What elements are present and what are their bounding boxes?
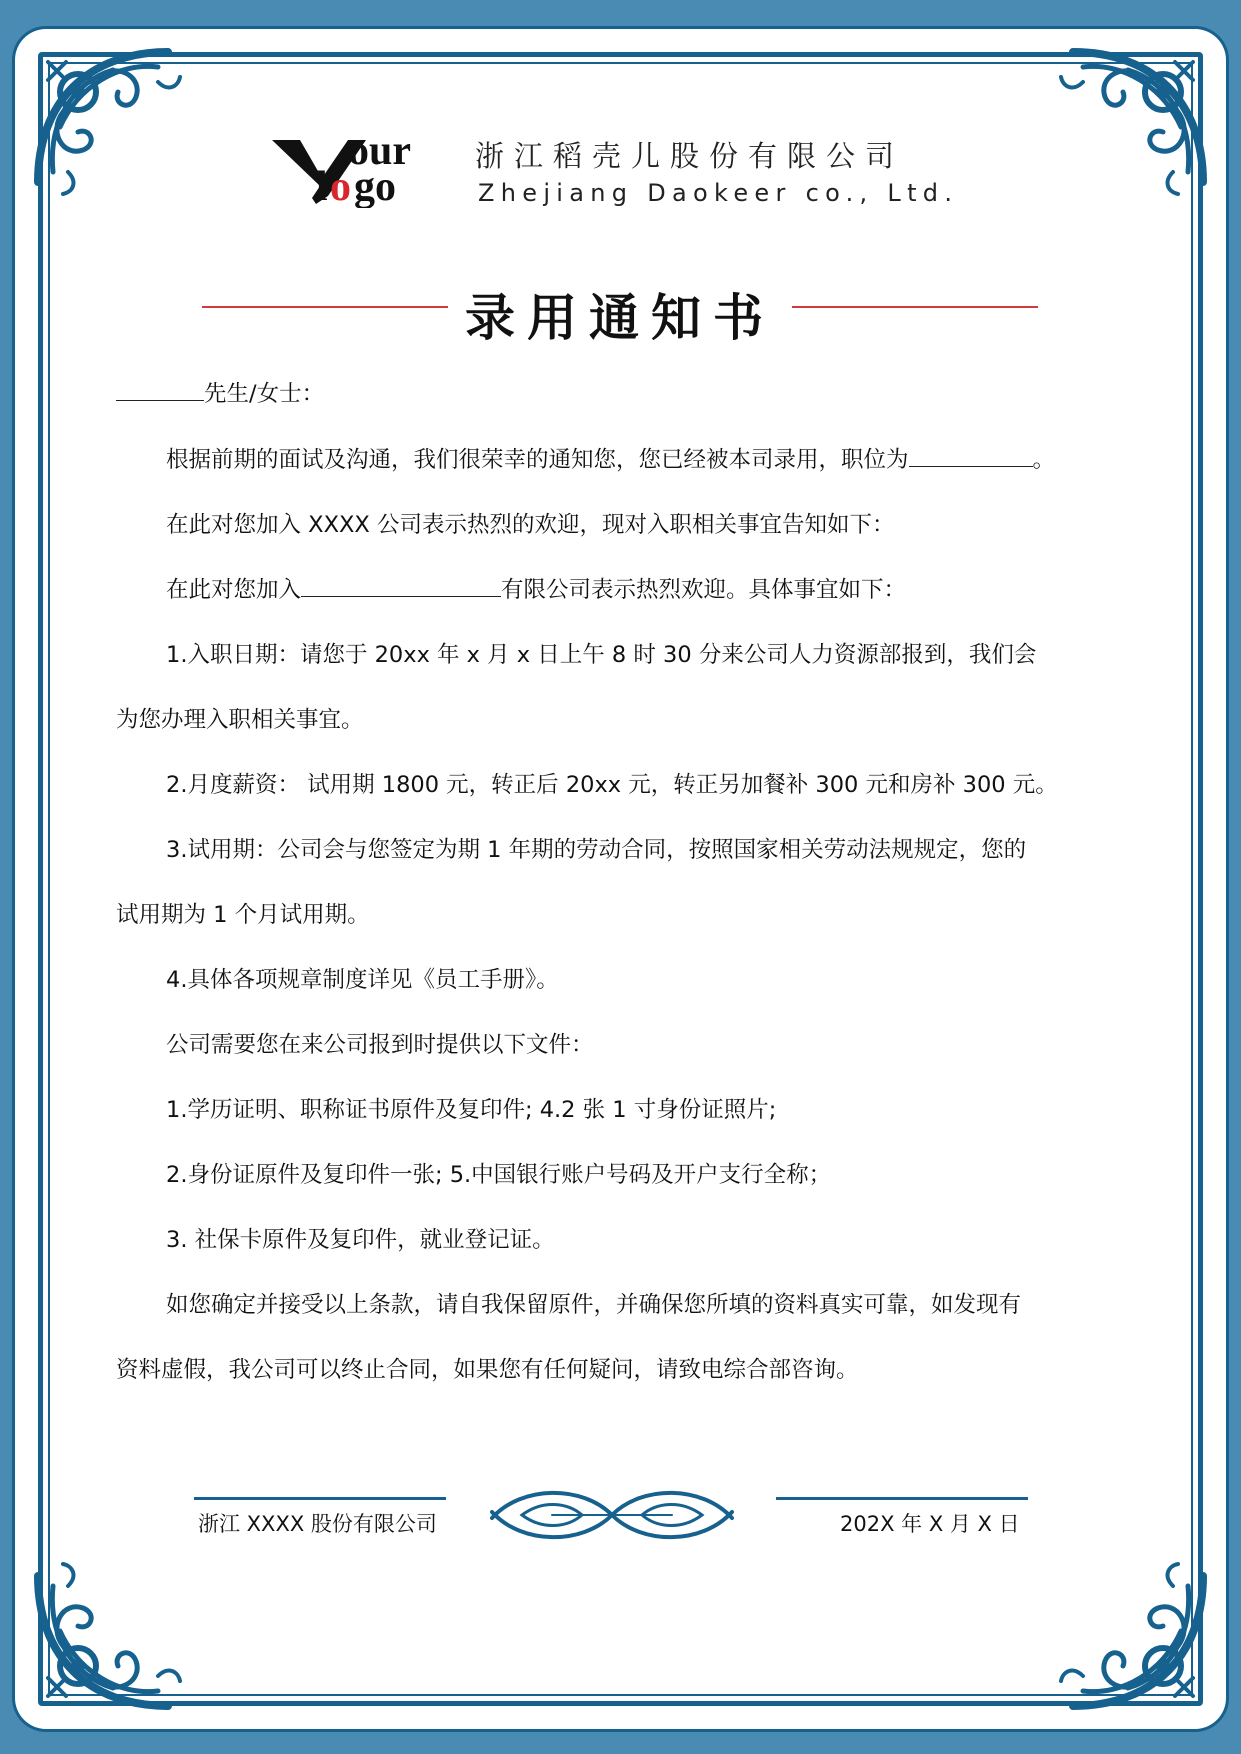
- svg-text:our: our: [348, 128, 411, 174]
- corner-ornament-top-right: [1053, 32, 1223, 202]
- item-3-line-2: 试用期为 1 个月试用期。: [116, 902, 370, 928]
- svg-text:l: l: [316, 164, 328, 208]
- company-name-chinese: 浙江稻壳儿股份有限公司: [475, 139, 905, 173]
- item-1-line-2: 为您办理入职相关事宜。: [116, 707, 364, 733]
- closing-line-2: 资料虚假，我公司可以终止合同，如果您有任何疑问，请致电综合部咨询。: [116, 1357, 859, 1383]
- company-name-english: Zhejiang Daokeer co., Ltd.: [478, 179, 959, 207]
- paragraph-1: [166, 444, 1055, 476]
- document-item-1: 1.学历证明、职称证书原件及复印件; 4.2 张 1 寸身份证照片;: [166, 1097, 777, 1123]
- document-item-3: 3. 社保卡原件及复印件，就业登记证。: [166, 1227, 555, 1253]
- paragraph-1-end: 。: [1032, 447, 1056, 473]
- corner-ornament-top-left: [18, 32, 188, 202]
- name-blank[interactable]: [116, 378, 204, 401]
- position-blank[interactable]: [909, 444, 1033, 467]
- salutation: 先生/女士：: [204, 381, 325, 407]
- document-title: 录用通知书: [465, 289, 775, 347]
- paragraph-2: 在此对您加入 XXXX 公司表示热烈的欢迎，现对入职相关事宜告知如下：: [166, 512, 895, 538]
- title-rule-left: [202, 306, 448, 308]
- svg-text:go: go: [354, 164, 396, 208]
- item-3-line-1: 3.试用期：公司会与您签定为期 1 年期的劳动合同，按照国家相关劳动法规规定，您的: [166, 837, 1027, 863]
- footer-flourish-ornament: [482, 1480, 742, 1550]
- company-logo: [262, 108, 432, 208]
- company-blank[interactable]: [301, 574, 501, 597]
- item-4: 4.具体各项规章制度详见《员工手册》。: [166, 967, 559, 993]
- paragraph-3-text-a: 在此对您加入: [166, 577, 302, 603]
- documents-intro: 公司需要您在来公司报到时提供以下文件：: [166, 1032, 594, 1058]
- corner-ornament-bottom-right: [1053, 1556, 1223, 1726]
- item-2: 2.月度薪资： 试用期 1800 元，转正后 20xx 元，转正另加餐补 300 元和房补 300 元。: [166, 772, 1058, 798]
- svg-text:o: o: [330, 164, 351, 208]
- signature-date: 202X 年 X 月 X 日: [840, 1512, 1020, 1536]
- signature-rule-right: [776, 1497, 1028, 1500]
- paragraph-1-text: 根据前期的面试及沟通，我们很荣幸的通知您，您已经被本司录用，职位为: [166, 447, 909, 473]
- closing-line-1: 如您确定并接受以上条款，请自我保留原件，并确保您所填的资料真实可靠，如发现有: [166, 1292, 1022, 1318]
- paragraph-3-text-b: 有限公司表示热烈欢迎。具体事宜如下：: [501, 577, 907, 603]
- item-1-line-1: 1.入职日期：请您于 20xx 年 x 月 x 日上午 8 时 30 分来公司人力资源部报到，我们会: [166, 642, 1037, 668]
- document-item-2: 2.身份证原件及复印件一张; 5.中国银行账户号码及开户支行全称；: [166, 1162, 832, 1188]
- signature-company: 浙江 XXXX 股份有限公司: [198, 1512, 437, 1536]
- salutation-line: [116, 378, 324, 410]
- paragraph-3: [166, 574, 906, 606]
- corner-ornament-bottom-left: [18, 1556, 188, 1726]
- signature-rule-left: [194, 1497, 446, 1500]
- title-rule-right: [792, 306, 1038, 308]
